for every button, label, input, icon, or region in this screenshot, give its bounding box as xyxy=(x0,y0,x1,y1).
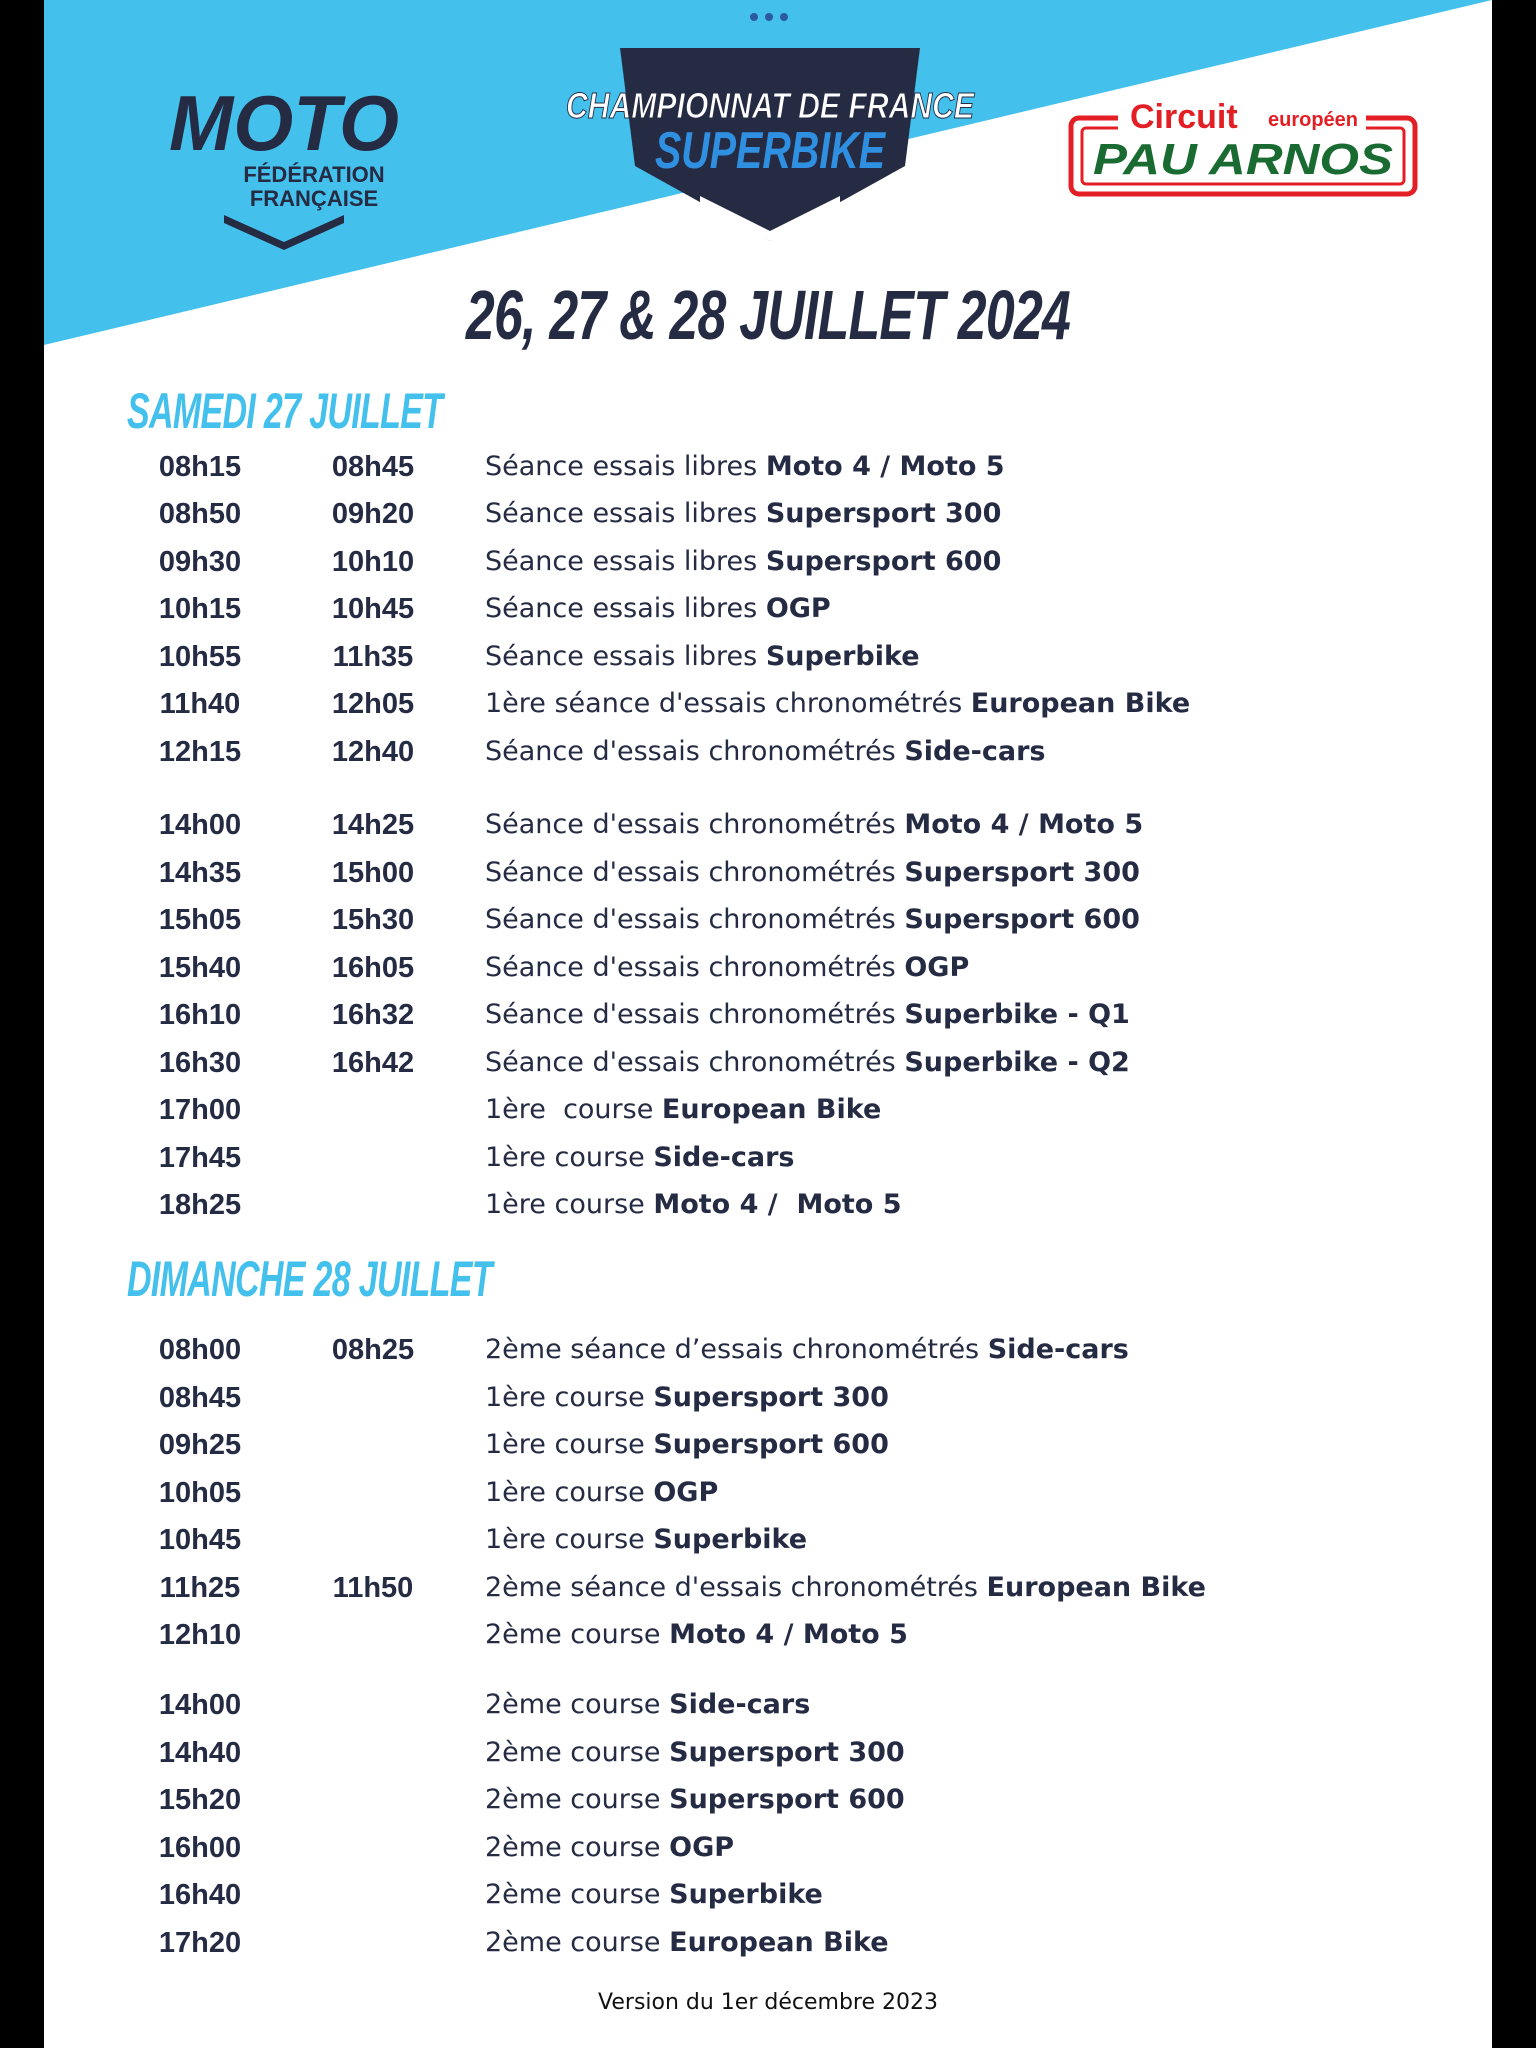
session-category: Superbike xyxy=(669,1879,823,1910)
schedule-row xyxy=(44,542,1492,582)
start-time: 08h50 xyxy=(158,498,242,530)
session-description xyxy=(485,1330,1129,1370)
start-time: 16h10 xyxy=(158,999,242,1031)
end-time: 14h25 xyxy=(331,809,415,841)
start-time: 14h00 xyxy=(158,1689,242,1721)
end-time: 09h20 xyxy=(331,498,415,530)
schedule-row xyxy=(44,1615,1492,1655)
session-description xyxy=(485,995,1130,1035)
end-time: 08h45 xyxy=(331,451,415,483)
session-category: Moto 4 / Moto 5 xyxy=(904,809,1144,840)
session-label: 1ère séance d'essais chronométrés xyxy=(485,688,971,719)
circuit-logo-word: Circuit xyxy=(1130,98,1238,136)
session-category: Supersport 300 xyxy=(904,857,1140,888)
session-category: Superbike xyxy=(653,1524,808,1555)
start-time: 16h00 xyxy=(158,1832,242,1864)
session-label: 2ème course xyxy=(485,1784,670,1815)
session-description xyxy=(485,1090,881,1130)
schedule-row xyxy=(44,995,1492,1035)
session-category: OGP xyxy=(669,1832,735,1863)
start-time: 14h35 xyxy=(158,857,242,889)
session-label: 1ère course xyxy=(485,1189,654,1220)
championship-logo-line1: CHAMPIONNAT DE FRANCE xyxy=(566,85,975,126)
end-time: 15h30 xyxy=(331,904,415,936)
circuit-logo-small: européen xyxy=(1268,109,1359,131)
session-category: Supersport 600 xyxy=(904,904,1140,935)
session-label: 1ère course xyxy=(485,1142,654,1173)
session-description xyxy=(485,1780,905,1820)
session-label: 2ème course xyxy=(485,1689,670,1720)
session-description xyxy=(485,1138,795,1178)
session-description xyxy=(485,1425,889,1465)
start-time: 10h15 xyxy=(158,593,242,625)
schedule-row xyxy=(44,1425,1492,1465)
session-label: Séance d'essais chronométrés xyxy=(485,999,905,1030)
session-label: Séance d'essais chronométrés xyxy=(485,736,905,767)
session-label: 1ère course xyxy=(485,1382,654,1413)
session-description xyxy=(485,589,831,629)
session-label: Séance essais libres xyxy=(485,593,766,624)
session-label: 2ème séance d’essais chronométrés xyxy=(485,1334,988,1365)
session-category: Supersport 300 xyxy=(765,498,1002,529)
session-description xyxy=(485,1875,823,1915)
schedule-row xyxy=(44,1090,1492,1130)
schedule-row xyxy=(44,1185,1492,1225)
start-time: 18h25 xyxy=(158,1189,242,1221)
circuit-pau-arnos-logo xyxy=(1068,94,1418,198)
session-description xyxy=(485,447,1005,487)
session-description xyxy=(485,805,1143,845)
start-time: 17h00 xyxy=(158,1094,242,1126)
session-category: Superbike - Q2 xyxy=(904,1047,1130,1078)
session-category: Moto 4 / Moto 5 xyxy=(669,1619,908,1650)
session-category: Supersport 300 xyxy=(653,1382,889,1413)
start-time: 15h40 xyxy=(158,952,242,984)
start-time: 17h45 xyxy=(158,1142,242,1174)
circuit-logo-name: PAU ARNOS xyxy=(1093,135,1393,184)
session-category: Side-cars xyxy=(987,1334,1129,1365)
championship-logo xyxy=(560,46,980,246)
session-description xyxy=(485,684,1190,724)
session-category: Supersport 300 xyxy=(669,1737,905,1768)
session-label: Séance d'essais chronométrés xyxy=(485,952,905,983)
session-category: European Bike xyxy=(669,1927,889,1958)
end-time: 08h25 xyxy=(331,1334,415,1366)
schedule-row xyxy=(44,494,1492,534)
session-category: OGP xyxy=(653,1477,719,1508)
end-time: 12h40 xyxy=(331,736,415,768)
schedule-row xyxy=(44,1685,1492,1725)
start-time: 09h30 xyxy=(158,546,242,578)
session-category: European Bike xyxy=(661,1094,882,1125)
session-description xyxy=(485,637,920,677)
start-time: 08h15 xyxy=(158,451,242,483)
schedule-row xyxy=(44,589,1492,629)
ffm-logo xyxy=(164,70,404,245)
session-category: Moto 4 / Moto 5 xyxy=(653,1189,902,1220)
start-time: 14h00 xyxy=(158,809,242,841)
session-label: Séance essais libres xyxy=(485,641,766,672)
schedule-row xyxy=(44,853,1492,893)
end-time: 10h45 xyxy=(331,593,415,625)
end-time: 11h35 xyxy=(332,641,414,673)
schedule-page xyxy=(44,0,1492,2048)
ffm-logo-line2: FRANÇAISE xyxy=(249,186,379,211)
session-label: Séance d'essais chronométrés xyxy=(485,904,905,935)
schedule-row xyxy=(44,805,1492,845)
session-description xyxy=(485,542,1001,582)
session-description xyxy=(485,1615,908,1655)
session-label: Séance essais libres xyxy=(485,498,766,529)
schedule-row xyxy=(44,732,1492,772)
session-category: Side-cars xyxy=(669,1689,811,1720)
end-time: 15h00 xyxy=(331,857,415,889)
start-time: 16h40 xyxy=(158,1879,242,1911)
schedule-row xyxy=(44,1330,1492,1370)
schedule-row xyxy=(44,1043,1492,1083)
end-time: 10h10 xyxy=(331,546,415,578)
session-description xyxy=(485,1473,718,1513)
session-description xyxy=(485,948,969,988)
ffm-logo-word: MOTO xyxy=(169,79,399,167)
session-description xyxy=(485,1568,1206,1608)
session-label: 2ème course xyxy=(485,1619,670,1650)
schedule-row xyxy=(44,1875,1492,1915)
session-description xyxy=(485,1378,889,1418)
start-time: 10h45 xyxy=(158,1524,242,1556)
schedule-row xyxy=(44,1473,1492,1513)
version-note: Version du 1er décembre 2023 xyxy=(598,1990,938,2015)
start-time: 17h20 xyxy=(158,1927,242,1959)
start-time: 12h15 xyxy=(158,736,242,768)
schedule-row xyxy=(44,1568,1492,1608)
start-time: 10h55 xyxy=(158,641,242,673)
session-category: Supersport 600 xyxy=(765,546,1002,577)
session-description xyxy=(485,1828,734,1868)
start-time: 15h20 xyxy=(158,1784,242,1816)
schedule-row xyxy=(44,447,1492,487)
session-description xyxy=(485,1685,810,1725)
schedule-row xyxy=(44,1520,1492,1560)
session-label: 2ème course xyxy=(485,1737,670,1768)
session-label: 2ème course xyxy=(485,1879,670,1910)
start-time: 12h10 xyxy=(158,1619,242,1651)
session-label: Séance d'essais chronométrés xyxy=(485,857,905,888)
session-category: European Bike xyxy=(970,688,1191,719)
session-description xyxy=(485,494,1001,534)
schedule-row xyxy=(44,948,1492,988)
session-category: OGP xyxy=(765,593,831,624)
schedule-row xyxy=(44,1138,1492,1178)
session-category: Side-cars xyxy=(653,1142,795,1173)
day-title-samedi: SAMEDI 27 JUILLET xyxy=(127,383,443,439)
end-time: 16h32 xyxy=(331,999,415,1031)
session-label: 1ère course xyxy=(485,1524,654,1555)
session-label: Séance essais libres xyxy=(485,451,766,482)
session-description xyxy=(485,900,1140,940)
schedule-row xyxy=(44,1733,1492,1773)
session-label: 1ère course xyxy=(485,1477,654,1508)
end-time: 11h50 xyxy=(332,1572,414,1604)
championship-logo-line2: SUPERBIKE xyxy=(655,122,886,180)
ffm-logo-line1: FÉDÉRATION xyxy=(243,162,385,187)
session-category: Supersport 600 xyxy=(653,1429,889,1460)
session-label: 1ère course xyxy=(485,1094,662,1125)
schedule-row xyxy=(44,1828,1492,1868)
session-description xyxy=(485,1733,905,1773)
day-title-dimanche: DIMANCHE 28 JUILLET xyxy=(127,1251,492,1307)
session-category: European Bike xyxy=(986,1572,1206,1603)
schedule-row xyxy=(44,900,1492,940)
session-description xyxy=(485,1043,1130,1083)
more-dots-icon[interactable] xyxy=(744,10,794,24)
start-time: 16h30 xyxy=(158,1047,242,1079)
session-description xyxy=(485,1185,902,1225)
session-label: 2ème séance d'essais chronométrés xyxy=(485,1572,987,1603)
start-time: 11h25 xyxy=(159,1572,241,1604)
start-time: 15h05 xyxy=(158,904,242,936)
schedule-row xyxy=(44,1378,1492,1418)
start-time: 11h40 xyxy=(159,688,241,720)
session-category: Superbike - Q1 xyxy=(904,999,1130,1030)
session-category: Supersport 600 xyxy=(669,1784,905,1815)
end-time: 12h05 xyxy=(331,688,415,720)
session-category: Side-cars xyxy=(904,736,1046,767)
schedule-row xyxy=(44,684,1492,724)
session-label: 2ème course xyxy=(485,1927,670,1958)
schedule-row xyxy=(44,1780,1492,1820)
end-time: 16h05 xyxy=(331,952,415,984)
session-label: Séance d'essais chronométrés xyxy=(485,1047,905,1078)
session-description xyxy=(485,853,1140,893)
start-time: 09h25 xyxy=(158,1429,242,1461)
session-category: OGP xyxy=(904,952,970,983)
start-time: 08h45 xyxy=(158,1382,242,1414)
session-label: Séance essais libres xyxy=(485,546,766,577)
start-time: 08h00 xyxy=(158,1334,242,1366)
session-label: Séance d'essais chronométrés xyxy=(485,809,905,840)
start-time: 14h40 xyxy=(158,1737,242,1769)
schedule-row xyxy=(44,1923,1492,1963)
start-time: 10h05 xyxy=(158,1477,242,1509)
end-time: 16h42 xyxy=(331,1047,415,1079)
session-description xyxy=(485,1520,807,1560)
session-category: Moto 4 / Moto 5 xyxy=(765,451,1005,482)
session-category: Superbike xyxy=(765,641,920,672)
session-description xyxy=(485,1923,889,1963)
event-dates-title: 26, 27 & 28 JUILLET 2024 xyxy=(465,276,1071,354)
session-label: 2ème course xyxy=(485,1832,670,1863)
schedule-row xyxy=(44,637,1492,677)
session-label: 1ère course xyxy=(485,1429,654,1460)
session-description xyxy=(485,732,1046,772)
